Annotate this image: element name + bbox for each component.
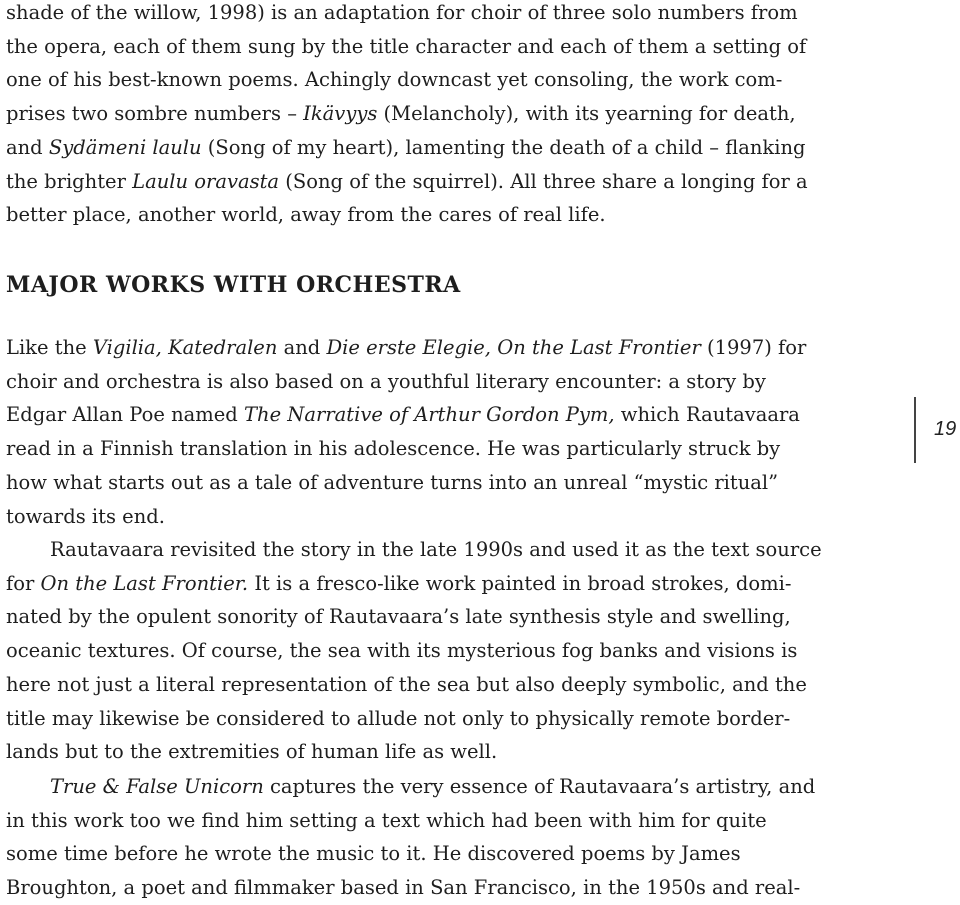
text-run: for: [6, 571, 41, 595]
section-heading: MAJOR WORKS WITH ORCHESTRA: [6, 272, 461, 298]
italic-title: Die erste Elegie, On the Last Frontier: [326, 336, 701, 359]
text-run: Like the: [6, 336, 93, 359]
page-number-rule: [914, 397, 916, 463]
text-run: read in a Finnish translation in his adolescence. He was particularly struck by: [6, 437, 781, 461]
text-run: It is a fresco-like work painted in broad strokes, domi-: [248, 571, 792, 595]
italic-title: Vigilia, Katedralen: [92, 336, 278, 359]
text-run: Edgar Allan Poe named: [6, 403, 244, 427]
text-run: (Melancholy), with its yearning for death,: [377, 102, 796, 126]
text-line: [6, 331, 806, 365]
text-run: shade of the willow, 1998) is an adaptation for choir of three solo numbers from: [6, 1, 798, 24]
page-number: 19: [934, 418, 957, 440]
text-line: [6, 871, 800, 905]
italic-title: On the Last Frontier.: [40, 571, 249, 595]
text-line: [6, 165, 808, 199]
text-run: one of his best-known poems. Achingly downcast yet consoling, the work com-: [6, 68, 783, 92]
text-run: lands but to the extremities of human life as well.: [6, 740, 498, 764]
text-line: [6, 668, 807, 702]
text-line: [6, 804, 767, 838]
text-run: nated by the opulent sonority of Rautavaara’s late synthesis style and swelling,: [6, 605, 791, 629]
text-run: towards its end.: [6, 504, 165, 528]
text-line: [6, 432, 780, 466]
text-run: here not just a literal representation of the sea but also deeply symbolic, and the: [6, 672, 807, 696]
text-run: some time before he wrote the music to it. He discovered poems by James: [6, 842, 741, 866]
text-line: [6, 567, 791, 601]
italic-title: Ikävyys: [303, 102, 378, 126]
text-run: in this work too we find him setting a text which had been with him for quite: [6, 808, 767, 832]
text-line: [6, 702, 790, 736]
text-run: and: [277, 336, 327, 359]
text-run: the brighter: [6, 169, 133, 193]
text-line: [6, 634, 797, 668]
text-run: oceanic textures. Of course, the sea with its mysterious fog banks and visions is: [6, 639, 798, 663]
text-line: [6, 365, 766, 399]
text-line: [6, 466, 778, 500]
text-run: (Song of my heart), lamenting the death of a child – flanking: [201, 135, 806, 159]
text-line: [6, 398, 800, 432]
text-run: captures the very essence of Rautavaara’s artistry, and: [263, 775, 816, 798]
italic-title: Sydämeni laulu: [48, 135, 202, 159]
text-run: how what starts out as a tale of adventure turns into an unreal “mystic ritual”: [6, 470, 779, 494]
text-run: title may likewise be considered to allude not only to physically remote border-: [6, 706, 791, 730]
text-line: [6, 198, 606, 232]
text-line: [6, 533, 822, 567]
text-run: prises two sombre numbers –: [6, 102, 304, 126]
italic-title: The Narrative of Arthur Gordon Pym,: [244, 403, 615, 427]
italic-title: True & False Unicorn: [50, 775, 264, 798]
text-run: (1997) for: [700, 336, 807, 359]
text-line: [6, 600, 791, 634]
text-run: and: [6, 135, 49, 159]
text-run: which Rautavaara: [614, 403, 800, 427]
italic-title: Laulu oravasta: [132, 169, 280, 193]
text-run: the opera, each of them sung by the title character and each of them a setting of: [6, 34, 807, 58]
text-line: [6, 63, 782, 97]
text-line: [6, 0, 798, 30]
text-line: [6, 500, 165, 534]
text-line: [6, 837, 741, 871]
text-run: Rautavaara revisited the story in the late 1990s and used it as the text source: [50, 538, 822, 561]
text-line: [6, 131, 806, 165]
text-line: [6, 30, 806, 64]
text-run: choir and orchestra is also based on a youthful literary encounter: a story by: [6, 369, 766, 393]
text-run: better place, another world, away from the cares of real life.: [6, 203, 606, 227]
text-run: (Song of the squirrel). All three share a longing for a: [279, 169, 808, 193]
text-line: [6, 97, 796, 131]
text-run: Broughton, a poet and filmmaker based in San Francisco, in the 1950s and real-: [6, 876, 801, 900]
text-line: [6, 770, 815, 804]
text-line: [6, 735, 497, 769]
